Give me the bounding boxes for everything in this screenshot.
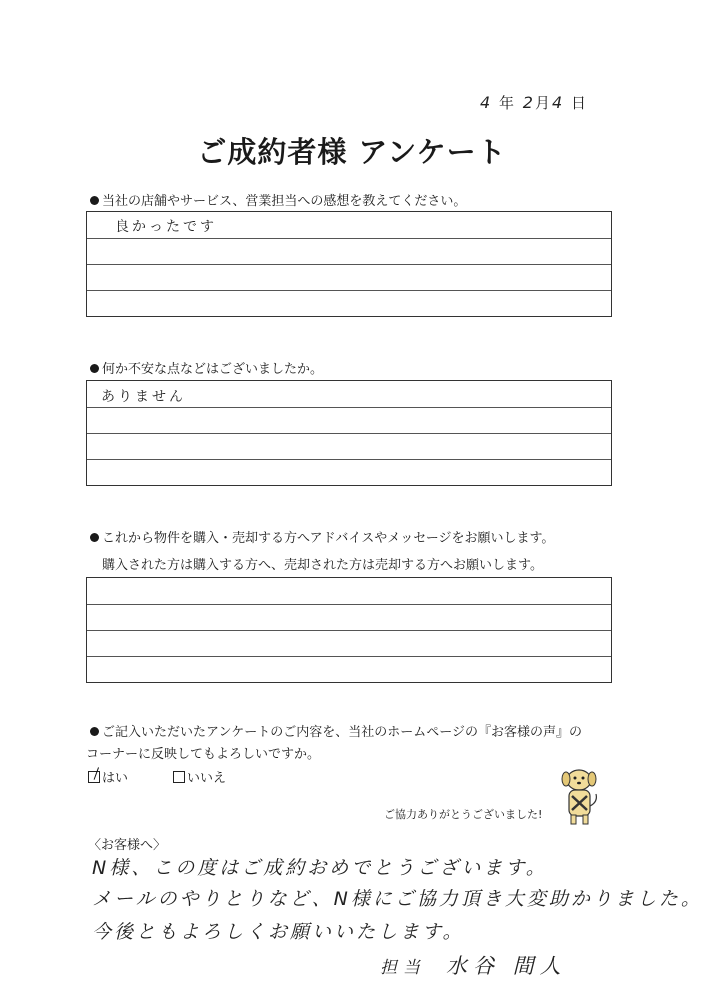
ruled-line (87, 290, 611, 291)
question-4-line2: コーナーに反映してもよろしいですか。 (86, 747, 321, 762)
ruled-line (87, 433, 611, 434)
bullet-icon (90, 727, 99, 736)
date: 4 年 2月4 日 (480, 93, 588, 112)
option-no[interactable]: いいえ (173, 767, 226, 786)
answer-1-text: 良かったです (115, 219, 217, 235)
ruled-line (87, 264, 611, 265)
message-line-2: メールのやりとりなど、N様にご協力頂き大変助かりました。 (92, 888, 703, 910)
ruled-line (87, 604, 611, 605)
question-2: 何か不安な点などはございましたか。 (90, 358, 323, 377)
ruled-line (87, 459, 611, 460)
dog-mascot-icon (556, 766, 604, 828)
ruled-line (87, 238, 611, 239)
answer-box-1[interactable] (86, 211, 612, 317)
message-line-3: 今後ともよろしくお願いいたします。 (92, 921, 465, 943)
question-3: これから物件を購入・売却する方へアドバイスやメッセージをお願いします。 (90, 527, 554, 546)
question-1: 当社の店舗やサービス、営業担当への感想を教えてください。 (90, 190, 466, 209)
message-line-1: N様、この度はご成約おめでとうございます。 (92, 857, 548, 879)
ruled-line (87, 407, 611, 408)
question-4: ご記入いただいたアンケートのご内容を、当社のホームページの『お客様の声』の (90, 721, 582, 740)
answer-2-text: ありません (101, 389, 186, 405)
ruled-line (87, 630, 611, 631)
answer-box-3[interactable] (86, 577, 612, 683)
answer-box-2[interactable] (86, 380, 612, 486)
option-yes[interactable]: はい (88, 767, 128, 786)
bullet-icon (90, 364, 99, 373)
bullet-icon (90, 196, 99, 205)
staff-signature: 担当 水谷 間人 (380, 954, 567, 978)
customer-label: 〈お客様へ〉 (88, 838, 167, 853)
checkbox-checked-icon[interactable] (88, 771, 100, 783)
bullet-icon (90, 533, 99, 542)
page-title: ご成約者様 アンケート (197, 135, 507, 169)
ruled-line (87, 656, 611, 657)
thanks-text: ご協力ありがとうございました! (384, 808, 543, 821)
question-3-note: 購入された方は購入する方へ、売却された方は売却する方へお願いします。 (102, 558, 543, 573)
checkbox-icon[interactable] (173, 771, 185, 783)
